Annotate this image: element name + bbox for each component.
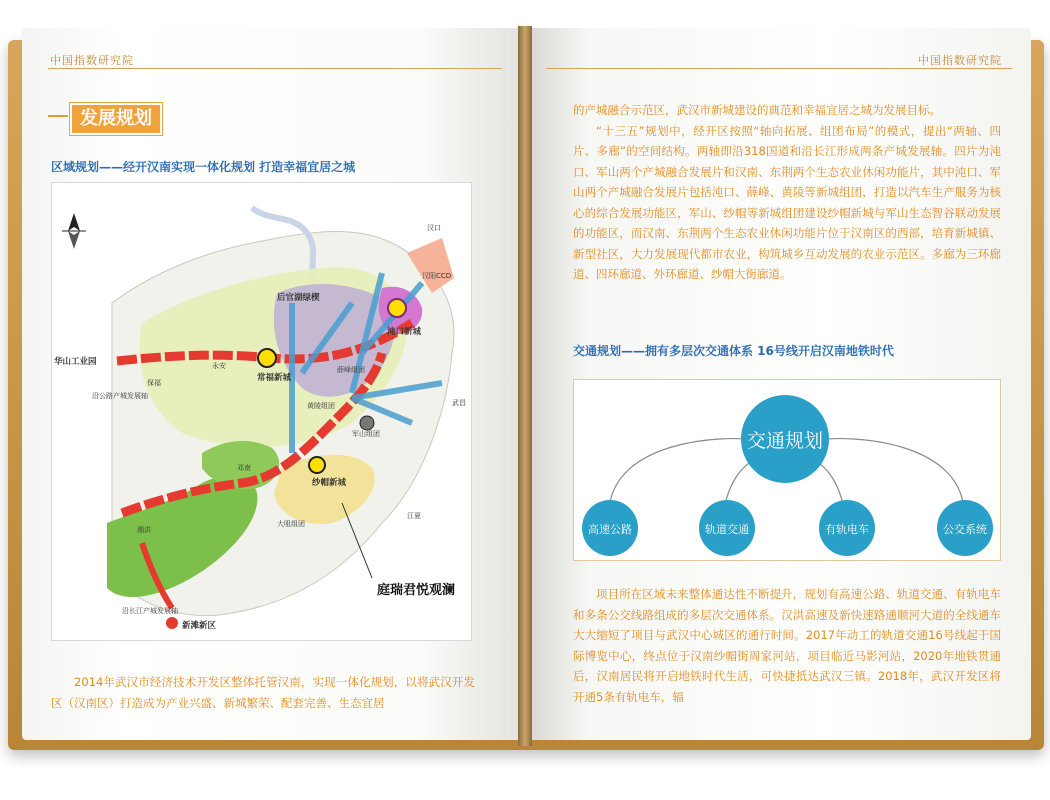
diagram-center-label: 交通规划 bbox=[746, 430, 823, 452]
map-label-corridor-bottom: 沿长江产城发展轴 bbox=[122, 607, 178, 615]
left-paragraph bbox=[51, 672, 475, 713]
transport-diagram bbox=[573, 379, 1001, 561]
map-graphic bbox=[52, 183, 471, 640]
right-bottom-text bbox=[573, 584, 1001, 707]
map-label-yongan: 永安 bbox=[212, 362, 226, 370]
changfu-node bbox=[258, 349, 276, 367]
map-label-baofu: 保福 bbox=[147, 379, 161, 387]
right-header-brand: 中国指数研究院 bbox=[918, 54, 1002, 67]
shamao-node bbox=[309, 457, 325, 473]
right-subheading: 交通规划——拥有多层次交通体系 16号线开启汉南地铁时代 bbox=[573, 344, 894, 358]
map-label-junshan: 军山组团 bbox=[352, 430, 380, 438]
map-label-changfu: 常福新城 bbox=[257, 373, 292, 383]
diagram-node-label-2: 轨道交通 bbox=[705, 523, 749, 536]
zhuankou-node bbox=[388, 299, 406, 317]
diagram-node-label-1: 高速公路 bbox=[588, 523, 632, 536]
section-tag-bar bbox=[48, 115, 68, 117]
map-label-zhuankou: 沌口新城 bbox=[387, 327, 422, 337]
junshan-node bbox=[360, 416, 374, 430]
arc-right-outer bbox=[819, 439, 964, 510]
map-label-dengnan: 邓南 bbox=[237, 464, 251, 472]
map-label-huangling: 黄陵组团 bbox=[307, 402, 335, 410]
map-label-ccd: 汉阳CCD bbox=[422, 272, 452, 280]
right-paragraph-3: 项目所在区域未来整体通达性不断提升，规划有高速公路、轨道交通、有轨电车和多条公交线路组成的多层次交通体系。汉洪高速及新快速路通顺河大道的全线通车大大缩短了项目与武汉中心城区的通行时间。2017年动工的轨道交通16号线起于国际博览中心，终点位于汉南纱帽街周家河站，项目临近马影河站，2020年地铁贯通后，汉南居民将开启地铁时代生活，可快捷抵达武汉三镇。2018年，武汉开发区将开通5条有轨电车，辐 bbox=[573, 587, 1001, 704]
map-legend-label: 新滩新区 bbox=[182, 621, 217, 631]
legend-marker bbox=[166, 617, 178, 629]
map-label-dazui: 大咀组团 bbox=[277, 520, 305, 528]
map-label-xuefeng: 薛峰组团 bbox=[337, 366, 365, 374]
region-plan-map bbox=[51, 182, 472, 641]
map-label-huashan: 华山工业园 bbox=[54, 357, 97, 367]
map-label-jiangxia: 江夏 bbox=[407, 512, 421, 520]
north-arrow-icon bbox=[62, 213, 86, 249]
book-spine bbox=[518, 26, 532, 746]
left-header-rule bbox=[48, 68, 502, 69]
left-paragraph-text: 2014年武汉市经济技术开发区整体托管汉南，实现一体化规划，以将武汉开发区（汉南区）打造成为产业兴盛、新城繁荣、配套完善、生态宜居 bbox=[51, 675, 475, 710]
section-title: 发展规划 bbox=[70, 103, 162, 135]
map-label-shamao: 纱帽新城 bbox=[312, 478, 347, 488]
diagram-node-label-3: 有轨电车 bbox=[825, 523, 869, 536]
right-header-rule bbox=[546, 68, 1012, 69]
map-label-wuchang: 武昌 bbox=[452, 399, 466, 407]
right-paragraph-2: “十三五”规划中，经开区按照“轴向拓展、组团布局”的模式，提出“两轴、四片、多廊”的空间结构。两轴即沿318国道和沿长江形成两条产城发展轴。四片为沌口、军山两个产城融合发展片和汉南、东荆两个生态农业休闲功能片，其中沌口、军山两个产城融合发展片包括沌口、薛峰、黄陵等新城组团，打造以汽车生产服务为核心的综合发展功能区，军山、纱帽等新城组团建设纱帽新城与军山生态智谷联动发展的功能区，而汉南、东荆两个生态农业休闲功能片位于汉南区的西部，培育新城镇、新型社区，大力发展现代都市农业，构筑城乡互动发展的农业示范区。多廊为三环廊道、四环廊道、外环廊道、纱帽大街廊道。 bbox=[573, 123, 1001, 281]
left-subheading: 区域规划——经开汉南实现一体化规划 打造幸福宜居之城 bbox=[51, 160, 356, 174]
left-header-brand: 中国指数研究院 bbox=[50, 54, 134, 67]
diagram-node-label-4: 公交系统 bbox=[943, 523, 987, 536]
map-label-hankou: 汉口 bbox=[427, 224, 441, 232]
right-paragraph-1: 的产城融合示范区，武汉市新城建设的典范和幸福宜居之城为发展目标。 bbox=[573, 103, 941, 117]
map-label-corridor-left: 沿公路产城发展轴 bbox=[92, 392, 148, 400]
map-label-xiangkou: 湘洪 bbox=[137, 526, 151, 534]
map-label-houguan: 后官湖绿楔 bbox=[277, 293, 320, 303]
project-label: 庭瑞君悦观澜 bbox=[377, 583, 456, 598]
right-top-text bbox=[573, 100, 1001, 285]
